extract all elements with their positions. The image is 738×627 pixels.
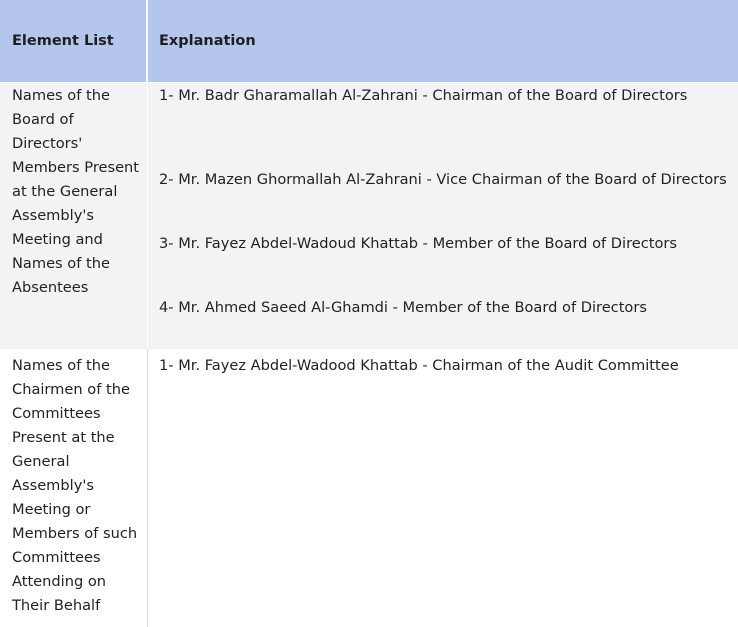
explanation-line: 3- Mr. Fayez Abdel-Wadoud Khattab - Member of the Board of Directors [159,235,678,252]
explanation-line: 4- Mr. Ahmed Saeed Al-Ghamdi - Member of the Board of Directors [159,299,647,316]
explanation-cell [148,349,738,627]
element-cell: Names of the Chairmen of the Committees Present at the General Assembly's Meeting or Members of such Committees Attending on Their Behalf [0,349,148,627]
explanation-line: 1- Mr. Badr Gharamallah Al-Zahrani - Chairman of the Board of Directors [159,87,688,104]
explanation-line: 1- Mr. Fayez Abdel-Wadood Khattab - Chairman of the Audit Committee [159,357,679,374]
explanation-cell [148,83,738,349]
header-element-list: Element List [0,0,148,82]
element-cell: Names of the Board of Directors' Members Present at the General Assembly's Meeting and Names of the Absentees [0,83,148,349]
table-row [0,83,738,349]
table-row [0,349,738,627]
explanation-line: 2- Mr. Mazen Ghormallah Al-Zahrani - Vice Chairman of the Board of Directors [159,171,727,188]
table-header-row [0,0,738,83]
header-explanation: Explanation [148,0,738,82]
